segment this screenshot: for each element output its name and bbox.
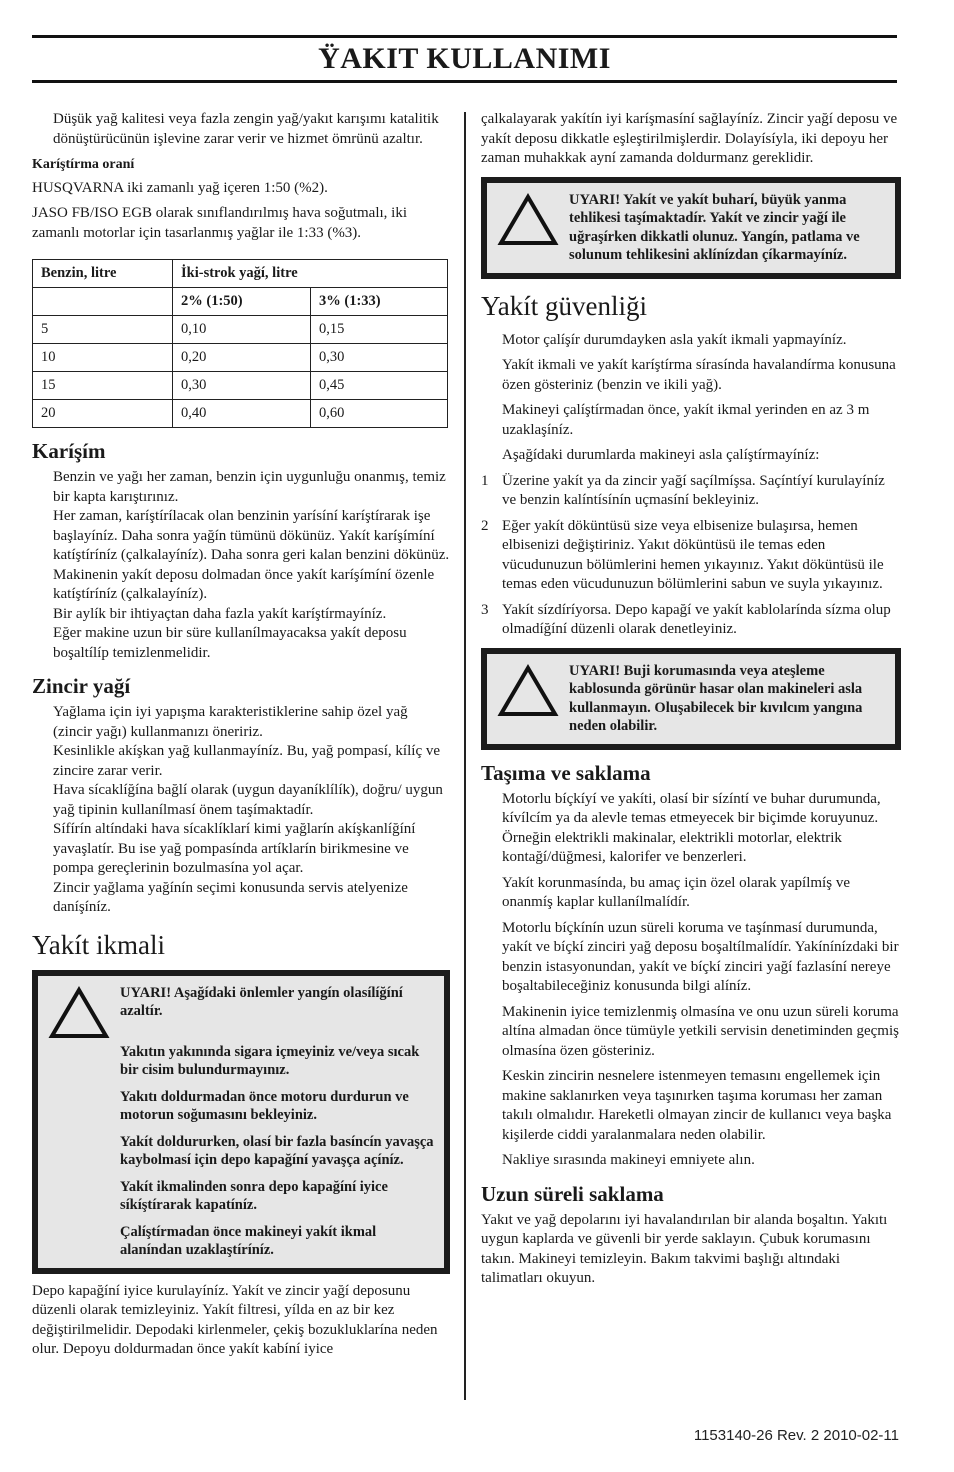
table-cell: 0,30 xyxy=(311,344,448,372)
continued-paragraph: çalkalayarak yakítín iyi karíşmasíní sağlayíníz. Zincir yağí deposu ve yakít deposu dikkatle eşleştirilmişlerdir. Dolayísíyla, iki depoyu her zaman muhakkak ayní zamanda doldurmanz gereklidir. xyxy=(481,111,898,166)
left-column xyxy=(32,110,450,1360)
list-item xyxy=(481,472,901,511)
karisim-paragraph: Makinenin yakít deposu dolmadan önce yakít karíşímíní özenle katíştíríníz (çalkalayíníz). xyxy=(53,566,435,602)
guvenlik-paragraph: Yakít ikmali ve yakít karíştírma sírasínda havalandírma konusuna özen gösteriniz (benzin ve ikili yağ). xyxy=(502,357,896,393)
table-cell: 0,15 xyxy=(311,316,448,344)
warning-text: UYARI! Yakít ve yakít buharí, büyük yanma tehlikesi taşímaktadír. Yakít ve zincir yağí ile uğraşírken dikkatli olunuz. Yangín, patlama ve solunum tehlikesini aklínízdan çíkarmayíníz. xyxy=(569,191,860,263)
intro-paragraph: Düşük yağ kalitesi veya fazla zengin yağ/yakıt karışımı katalitik dönüştürücünün işlevine zarar verir ve hizmet ömrünü azaltır. xyxy=(53,111,439,147)
after-warning-paragraph: Depo kapağíní iyice kurulayíníz. Yakít ve zincir yağí deposunu düzenli olarak temizleyiniz. Yakít filtresi, yílda en az bir kez değiştirilmelidir. Depodaki kirlenmeler, çekiş bozukluklarína neden olur. Depoyu doldurmadan önce yakít kabíní iyice xyxy=(32,1282,438,1357)
tasima-paragraph: Nakliye sırasında makineyi emniyete alın. xyxy=(502,1152,755,1168)
warning-text: Yakít doldururken, olasí bir fazla basíncín yavaşça kaybolmasí için depo kapağíní yavaşça açíníz. xyxy=(120,1133,434,1168)
zincir-heading: Zincir yağí xyxy=(32,674,131,698)
uzun-paragraph: Yakıt ve yağ depolarını iyi havalandırılan bir alanda boşaltın. Yakıtı uygun kaplarda ve güvenli bir yerde saklayın. Çubuk korumasını takın. Makineyi temizleyin. Bakım takvimi başlığı altındaki talimatları okuyun. xyxy=(481,1211,888,1286)
table-cell: 0,40 xyxy=(173,400,311,428)
tasima-paragraph: Motorlu bíçkíyí ve yakíti, olasí bir sízíntí ve buhar durumunda, kívílcím ya da alevle temas etmeyecek bir biçimde koruyunuz. Örneğin elektrikli makinalar, elektrikli motorlar, elektrik kontağí/düğmesi, kalorifer ve benzerleri. xyxy=(502,790,881,865)
karisim-paragraph: Eğer makine uzun bir süre kullanílmayacaksa yakít deposu boşaltílíp temizlenmelidir. xyxy=(53,625,407,661)
table-cell: 0,60 xyxy=(311,400,448,428)
warning-triangle-icon xyxy=(38,984,120,1260)
guvenlik-paragraph: Makineyi çalíştírmadan önce, yakít ikmal yerinden en az 3 m uzaklaşíníz. xyxy=(502,402,870,438)
zincir-paragraph: Kesinlikle akíşkan yağ kullanmayíníz. Bu, yağ pompasí, kílíç ve zincire zarar verir. xyxy=(53,743,441,779)
mix-table xyxy=(32,259,448,428)
list-item xyxy=(481,517,901,595)
list-number: 3 xyxy=(481,601,489,618)
warning-text: Yakít ikmalinden sonra depo kapağíní iyice síkíştírarak kapatíníz. xyxy=(120,1178,388,1213)
table-cell: 15 xyxy=(33,372,173,400)
warning-text: Çalíştírmadan önce makineyi yakít ikmal alaníndan uzaklaştíríníz. xyxy=(120,1223,377,1258)
tasima-paragraph: Yakít korunmasínda, bu amaç için özel olarak yapílmíş ve onanmíş kaplar kullanílmalídír. xyxy=(502,874,850,910)
table-cell: 0,45 xyxy=(311,372,448,400)
table-cell: 5 xyxy=(33,316,173,344)
list-text: Eğer yakít döküntüsü size veya elbisenize bulaşırsa, hemen elbisenizi değiştiriniz. Yakıt döküntüsü ile temas eden vücudunuzun bölümlerini hemen yıkayınız. Yakıt döküntüsü ile temas eden vücudunuzun bölümlerini sabun ve suyla yıkayınız. xyxy=(502,517,884,592)
tasima-paragraph: Motorlu bíçkínín uzun süreli koruma ve taşínmasí durumunda, yakít ve bíçkí zinciri yağ deposu boşaltílmalídír. Yakínínízdaki bir benzin istasyonundan, yakít ve bíçkí zinciri yağí fazlasíní nereye boşaltabileceğiniz konusunda bilgi alíníz. xyxy=(502,919,899,994)
table-row xyxy=(33,344,448,372)
table-header-yag: İki-strok yağí, litre xyxy=(173,260,448,288)
karisim-paragraph: Her zaman, karíştírílacak olan benzinin yarísíní karíştírarak işe başlayíníz. Daha sonra yağín tümünü dökünüz. Yakít karíşímíní katíştíríníz (çalkalayíníz). Daha sonra geri kalan benzini dökünüz. xyxy=(53,508,450,563)
table-cell: 0,20 xyxy=(173,344,311,372)
karisim-paragraph: Bir aylík bir ihtiyaçtan daha fazla yakít karíştírmayíníz. xyxy=(53,605,387,622)
table-cell: 0,10 xyxy=(173,316,311,344)
warning-box-yakit xyxy=(481,177,901,279)
ratio-text-2: JASO FB/ISO EGB olarak sınıflandırılmış hava soğutmalı, iki zamanlı motorlar için tasarlanmış yağlar ile 1:33 (%3). xyxy=(32,205,407,241)
table-cell: 0,30 xyxy=(173,372,311,400)
table-subheader-2pct: 2% (1:50) xyxy=(173,288,311,316)
warning-triangle-icon xyxy=(487,191,569,265)
warning-text: UYARI! Aşağídaki önlemler yangín olasílíğíní azaltír. xyxy=(120,984,403,1019)
karisim-paragraph: Benzin ve yağı her zaman, benzin için uygunluğu onanmış, temiz bir kapta karıştırınız. xyxy=(53,469,446,505)
document-reference: 1153140-26 Rev. 2 2010-02-11 xyxy=(693,1427,899,1444)
right-column xyxy=(481,110,901,1289)
ikmal-heading: Yakít ikmali xyxy=(32,929,166,960)
table-row xyxy=(33,316,448,344)
table-row xyxy=(33,372,448,400)
table-empty-cell xyxy=(33,288,173,316)
list-text: Yakít sízdíríyorsa. Depo kapağí ve yakít kablolarínda sízma olup olmadíğíní düzenli olarak denetleyiniz. xyxy=(502,601,891,637)
warning-box-buji xyxy=(481,648,901,750)
tasima-paragraph: Makinenin iyice temizlenmiş olmasína ve onu uzun süreli koruma altína almadan önce tümüyle yetkili servisin denetiminden geçmiş olmasína özen gösteriniz. xyxy=(502,1003,899,1059)
tasima-paragraph: Keskin zincirin nesnelere istenmeyen temasını engellemek için makine saklanırken veya taşınırken taşıma koruması her zaman takılı olmalıdır. Hareketli olmayan zincir de kullanıcı veya başka kişilerde ciddi yaralanmalara neden olabilir. xyxy=(502,1068,892,1143)
column-divider xyxy=(464,112,466,1400)
list-number: 1 xyxy=(481,472,489,489)
list-item xyxy=(481,601,901,640)
header-rule-bottom xyxy=(32,80,897,83)
ratio-text-1: HUSQVARNA iki zamanlı yağ içeren 1:50 (%2). xyxy=(32,179,328,196)
warning-text: Yakıtı doldurmadan önce motoru durdurun ve motorun soğumasını bekleyiniz. xyxy=(120,1088,409,1123)
table-cell: 10 xyxy=(33,344,173,372)
numbered-list xyxy=(481,472,901,640)
warning-text: Yakıtın yakınında sigara içmeyiniz ve/veya sıcak bir cisim bulundurmayınız. xyxy=(120,1043,420,1078)
guvenlik-heading: Yakít güvenliği xyxy=(481,290,648,321)
uzun-heading: Uzun süreli saklama xyxy=(481,1181,664,1206)
list-number: 2 xyxy=(481,517,489,534)
warning-triangle-icon xyxy=(487,662,569,736)
table-row xyxy=(33,400,448,428)
guvenlik-paragraph: Aşağídaki durumlarda makineyi asla çalíştírmayíníz: xyxy=(502,447,820,463)
list-text: Üzerine yakít ya da zincir yağí saçílmíşsa. Saçíntíyí kurulayíníz ve benzin kalíntísínín uçmasíní bekleyiniz. xyxy=(502,472,885,508)
table-cell: 20 xyxy=(33,400,173,428)
tasima-heading: Taşıma ve saklama xyxy=(481,760,651,785)
karisim-heading: Karíşím xyxy=(32,439,106,463)
table-header-benzin: Benzin, litre xyxy=(33,260,173,288)
page-title: ŸAKIT KULLANIMI xyxy=(318,42,611,75)
zincir-paragraph: Yağlama için iyi yapışma karakteristiklerine sahip özel yağ (zincir yağı) kullanmanızı öneririz. xyxy=(53,704,408,740)
zincir-paragraph: Zincir yağlama yağínín seçimi konusunda servis atelyenize daníşíníz. xyxy=(53,879,408,915)
zincir-paragraph: Hava sícaklíğína bağlí olarak (uygun dayaníklílík), doğru/ uygun yağ tipinin kullanílmasí önem taşímaktadír. xyxy=(53,782,443,818)
warning-box-ikmal xyxy=(32,970,450,1274)
ratio-heading: Karíştírma oraní xyxy=(32,157,135,172)
table-subheader-3pct: 3% (1:33) xyxy=(311,288,448,316)
warning-text: UYARI! Buji korumasında veya ateşleme kablosunda görünür hasar olan makineleri asla kullanmayın. Oluşabilecek bir kıvılcım yangına neden olabilir. xyxy=(569,662,863,734)
zincir-paragraph: Sífírín altíndaki hava sícaklíklarí kimi yağlarín akíşkanlíğíní yavaşlatír. Bu ise yağ pompasínda artíklarín birikmesine ve pompa gereçlerinin bozulmasína yol açar. xyxy=(53,821,416,876)
guvenlik-paragraph: Motor çalíşír durumdayken asla yakít ikmali yapmayíníz. xyxy=(502,331,847,348)
